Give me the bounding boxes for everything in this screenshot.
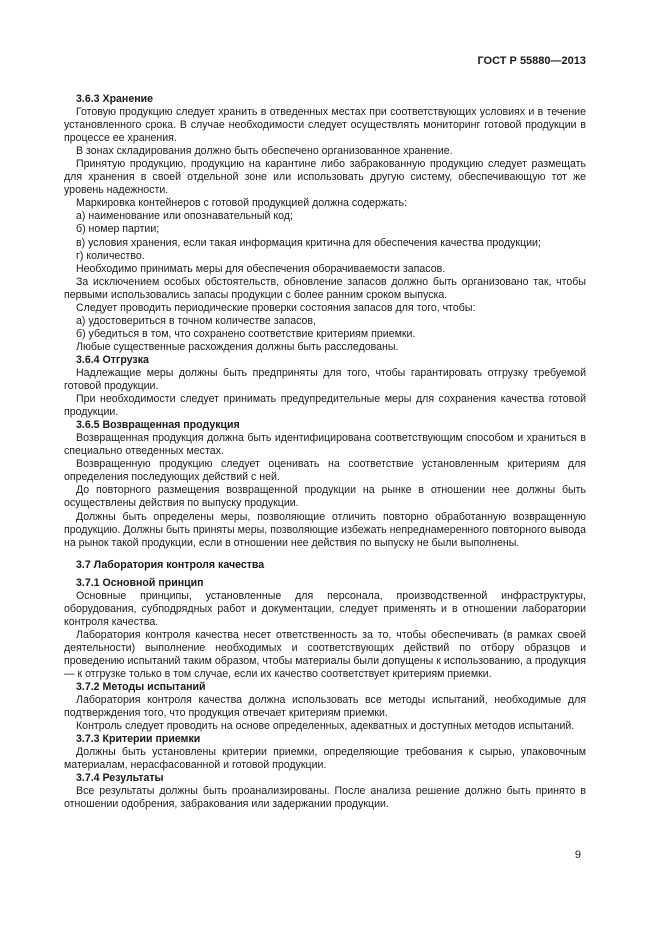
section-heading-3-6-4: 3.6.4 Отгрузка — [76, 353, 149, 366]
section-heading-3-7-3: 3.7.3 Критерии приемки — [76, 733, 201, 746]
paragraph: Все результаты должны быть проанализированы. После анализа решение должно быть принято в отношении одобрения, забракования или задержании продукции. — [64, 785, 586, 811]
page-number: 9 — [574, 849, 581, 861]
paragraph: Возвращенная продукция должна быть идентифицирована соответствующим способом и храниться в специально отведенных местах. — [64, 432, 586, 458]
paragraph: Следует проводить периодические проверки состояния запасов для того, чтобы: — [76, 301, 476, 314]
list-item: б) убедиться в том, что сохранено соответствие критериям приемки. — [76, 327, 416, 340]
paragraph: Возвращенную продукцию следует оценивать на соответствие установленным критериям для определения последующих действий с ней. — [64, 458, 586, 484]
list-item: а) удостовериться в точном количестве запасов, — [76, 314, 316, 327]
list-item: а) наименование или опознавательный код; — [76, 210, 293, 223]
paragraph: Надлежащие меры должны быть предприняты для того, чтобы гарантировать отгрузку требуемой готовой продукции. — [64, 366, 586, 393]
document-header: ГОСТ Р 55880—2013 — [477, 55, 586, 67]
paragraph: Должны быть определены меры, позволяющие отличить повторно обработанную возвращенную продукцию. Должны быть приняты меры, позволяющие избежать непреднамеренного повторного вывода на рынок такой продукции, если в отношении нее действия по выпуску не были выполнены. — [64, 510, 586, 549]
paragraph: Готовую продукцию следует хранить в отведенных местах при соответствующих условиях и в течение установленного срока. В случае необходимости следует осуществлять мониторинг готовой продукции в процессе ее хранения. — [64, 106, 586, 145]
paragraph: Контроль следует проводить на основе определенных, адекватных и доступных методов испытаний. — [76, 720, 575, 733]
paragraph: Принятую продукцию, продукцию на карантине либо забракованную продукцию следует размещать для хранения в своей отдельной зоне или использовать другую систему, обеспечивающую тот же уровень надежности. — [64, 158, 586, 197]
section-heading-3-7-2: 3.7.2 Методы испытаний — [76, 681, 206, 694]
section-heading-3-6-5: 3.6.5 Возвращенная продукция — [76, 419, 240, 432]
paragraph: Лаборатория контроля качества несет ответственность за то, чтобы обеспечивать (в рамках своей деятельности) выполнение необходимых и соответствующих действий по отбору образцов и проведению испытаний таким образом, чтобы материалы были допущены к использованию, а продукция — к отгрузке только в том случае, если их качество соответствует критериям приемки. — [64, 628, 586, 681]
section-heading-3-6-3: 3.6.3 Хранение — [76, 93, 154, 105]
list-item: б) номер партии; — [76, 223, 160, 236]
section-heading-3-7-4: 3.7.4 Результаты — [76, 772, 164, 785]
paragraph: Маркировка контейнеров с готовой продукцией должна содержать: — [76, 197, 407, 210]
paragraph: До повторного размещения возвращенной продукции на рынке в отношении нее должны быть осуществлены действия по выпуску продукции. — [64, 484, 586, 510]
paragraph: В зонах складирования должно быть обеспечено организованное хранение. — [76, 145, 453, 158]
document-body — [64, 93, 586, 812]
paragraph: Лаборатория контроля качества должна использовать все методы испытаний, необходимые для подтверждения того, что продукция отвечает критериям приемки. — [64, 694, 586, 720]
paragraph: Должны быть установлены критерии приемки, определяющие требования к сырью, упаковочным материалам, нерасфасованной и готовой продукции. — [64, 746, 586, 772]
paragraph: Основные принципы, установленные для персонала, производственной инфраструктуры, оборудования, субподрядных работ и документации, следует применять и в отношении лаборатории контроля качества. — [64, 589, 586, 628]
paragraph: При необходимости следует принимать предупредительные меры для сохранения качества готовой продукции. — [64, 393, 586, 419]
paragraph: За исключением особых обстоятельств, обновление запасов должно быть организовано так, чтобы первыми использовались запасы продукции с более ранним сроком выпуска. — [64, 275, 586, 301]
paragraph: Любые существенные расхождения должны быть расследованы. — [76, 340, 399, 353]
list-item: в) условия хранения, если такая информация критична для обеспечения качества продукции; — [76, 236, 541, 249]
list-item: г) количество. — [76, 249, 145, 262]
paragraph: Необходимо принимать меры для обеспечения оборачиваемости запасов. — [76, 262, 446, 275]
section-heading-3-7: 3.7 Лаборатория контроля качества — [76, 558, 265, 571]
section-heading-3-7-1: 3.7.1 Основной принцип — [76, 576, 204, 589]
